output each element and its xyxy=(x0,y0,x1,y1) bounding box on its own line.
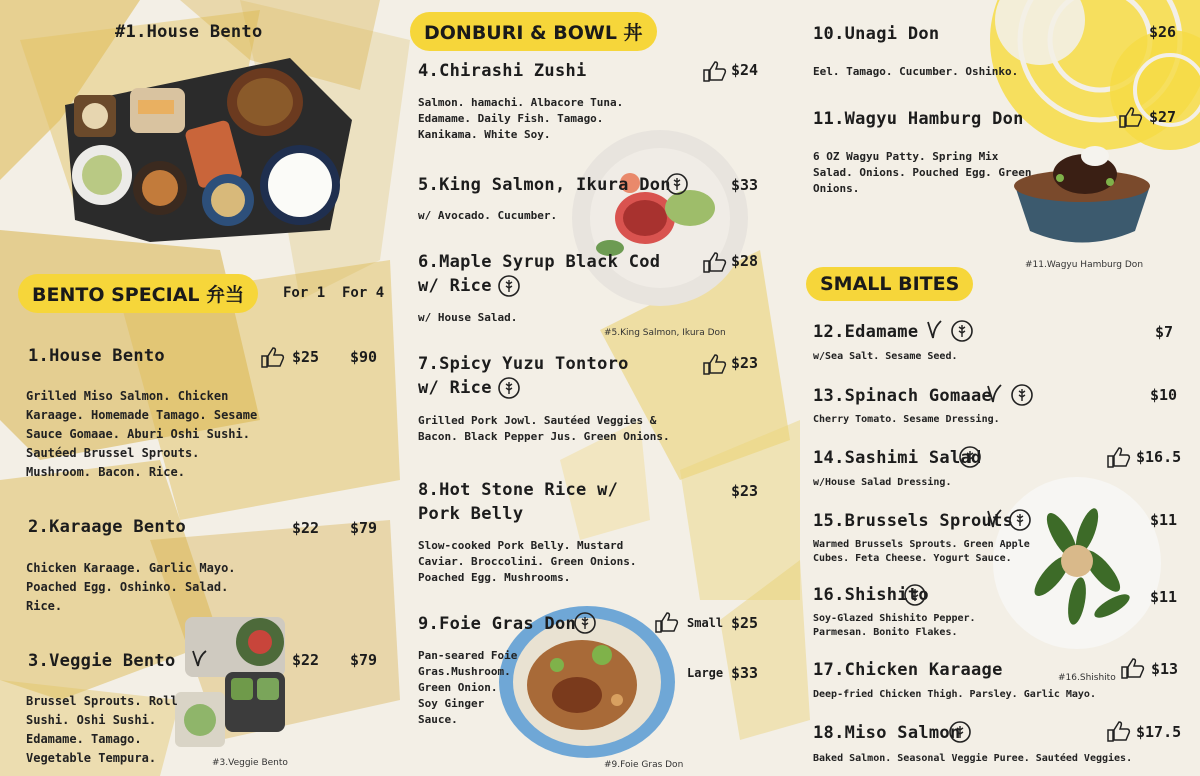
item-description: Cherry Tomato. Sesame Dressing. xyxy=(813,414,1000,425)
item-description: w/ House Salad. xyxy=(418,311,518,324)
item-description: Deep-fried Chicken Thigh. Parsley. Garlic Mayo. xyxy=(813,689,1096,700)
item-description: 6 OZ Wagyu Patty. Spring Mix Salad. Onions. Pouched Egg. Green Onions. xyxy=(813,150,1032,195)
donburi-section-title: DONBURI & BOWL 丼 xyxy=(410,12,657,51)
gluten-free-icon xyxy=(958,445,982,469)
gluten-free-icon xyxy=(948,720,972,744)
item-price-4: $79 xyxy=(350,519,378,537)
item-description: w/Sea Salt. Sesame Seed. xyxy=(813,351,958,362)
item-price: $26 xyxy=(1149,23,1177,41)
item-description: Chicken Karaage. Garlic Mayo. Poached Egg. Oshinko. Salad. Rice. xyxy=(26,561,236,613)
photo-caption: #11.Wagyu Hamburg Don xyxy=(1025,260,1144,270)
item-name: 7.Spicy Yuzu Tontoro xyxy=(418,354,629,374)
king-salmon-photo xyxy=(570,128,750,308)
thumbs-up-icon xyxy=(1106,446,1132,468)
thumbs-up-icon xyxy=(702,60,728,82)
item-price-1: $25 xyxy=(292,348,320,366)
item-description: w/House Salad Dressing. xyxy=(813,477,952,488)
item-name-line2: w/ Rice xyxy=(418,276,492,296)
item-description: Grilled Pork Jowl. Sautéed Veggies & Bacon. Black Pepper Jus. Green Onions. xyxy=(418,414,670,443)
item-price-1: $22 xyxy=(292,651,320,669)
wagyu-hamburg-photo xyxy=(1010,136,1155,254)
item-description: Soy-Glazed Shishito Pepper. Parmesan. Bonito Flakes. xyxy=(813,613,976,638)
item-price: $16.5 xyxy=(1136,448,1182,466)
item-name: 18.Miso Salmon xyxy=(813,723,961,743)
gluten-free-icon xyxy=(903,583,927,607)
item-description: Baked Salmon. Seasonal Veggie Puree. Sautéed Veggies. xyxy=(813,753,1133,764)
item-name: 12.Edamame xyxy=(813,322,919,342)
item-price: $23 xyxy=(731,482,759,500)
item-name: 5.King Salmon, Ikura Don xyxy=(418,175,671,195)
item-price: $17.5 xyxy=(1136,723,1182,741)
item-price: $23 xyxy=(731,354,759,372)
gluten-free-icon xyxy=(497,376,521,400)
item-price: $28 xyxy=(731,252,759,270)
for-4-label: For 4 xyxy=(342,285,385,301)
item-name: 15.Brussels Sprouts xyxy=(813,511,1014,531)
hero-title: #1.House Bento xyxy=(115,22,263,42)
gluten-free-icon xyxy=(573,611,597,635)
item-name: 13.Spinach Gomaae xyxy=(813,386,993,406)
gluten-free-icon xyxy=(1008,508,1032,532)
item-description: w/ Avocado. Cucumber. xyxy=(418,209,558,222)
vegetarian-leaf-icon xyxy=(925,319,943,341)
small-label: Small xyxy=(687,616,724,630)
item-name: 4.Chirashi Zushi xyxy=(418,61,587,81)
thumbs-up-icon xyxy=(1106,720,1132,742)
item-description: Eel. Tamago. Cucumber. Oshinko. xyxy=(813,65,1019,78)
item-price: $24 xyxy=(731,61,759,79)
item-price: $10 xyxy=(1150,386,1178,404)
gluten-free-icon xyxy=(950,319,974,343)
thumbs-up-icon xyxy=(654,611,680,633)
item-name: 1.House Bento xyxy=(28,346,165,366)
item-description: Salmon. hamachi. Albacore Tuna. Edamame. Daily Fish. Tamago. Kanikama. White Soy. xyxy=(418,96,624,141)
item-name: 2.Karaage Bento xyxy=(28,517,187,537)
vegetarian-leaf-icon xyxy=(190,649,208,669)
photo-caption: #9.Foie Gras Don xyxy=(604,760,684,770)
item-price: $33 xyxy=(731,176,759,194)
photo-caption: #16.Shishito xyxy=(1058,673,1116,683)
item-price-4: $79 xyxy=(350,651,378,669)
item-name: 17.Chicken Karaage xyxy=(813,660,1003,680)
item-name: 3.Veggie Bento xyxy=(28,651,176,671)
thumbs-up-icon xyxy=(260,346,286,368)
item-description: Grilled Miso Salmon. Chicken Karaage. Homemade Tamago. Sesame Sauce Gomaae. Aburi Oshi Sushi. Sautéed Brussel Sprouts. Mushroom. Bacon. Rice. xyxy=(26,389,258,479)
house-bento-photo xyxy=(60,50,360,245)
item-name: 6.Maple Syrup Black Cod xyxy=(418,252,661,272)
vegetarian-leaf-icon xyxy=(985,383,1003,405)
item-description: Pan-seared Foie Gras.Mushroom. Green Onion. Soy Ginger Sauce. xyxy=(418,649,518,726)
item-description: Brussel Sprouts. Roll Sushi. Oshi Sushi. Edamame. Tamago. Vegetable Tempura. xyxy=(26,694,178,765)
item-name: 9.Foie Gras Don xyxy=(418,614,577,634)
bento-section-title: BENTO SPECIAL 弁当 xyxy=(18,274,258,313)
item-name: 11.Wagyu Hamburg Don xyxy=(813,109,1024,129)
item-name: 8.Hot Stone Rice w/ xyxy=(418,480,619,500)
small-price: $25 xyxy=(731,614,759,632)
gluten-free-icon xyxy=(1010,383,1034,407)
vegetarian-leaf-icon xyxy=(985,508,1003,530)
item-name: 10.Unagi Don xyxy=(813,24,940,44)
item-price: $11 xyxy=(1150,511,1178,529)
item-price: $11 xyxy=(1150,588,1178,606)
small-bites-section-title: SMALL BITES xyxy=(806,267,973,301)
for-1-label: For 1 xyxy=(283,285,326,301)
item-price: $13 xyxy=(1151,660,1179,678)
gluten-free-icon xyxy=(497,274,521,298)
large-label: Large xyxy=(687,666,724,680)
thumbs-up-icon xyxy=(702,353,728,375)
photo-caption: #5.King Salmon, Ikura Don xyxy=(604,328,726,338)
item-name: 14.Sashimi Salad xyxy=(813,448,982,468)
item-name-line2: Pork Belly xyxy=(418,504,524,524)
thumbs-up-icon xyxy=(1120,657,1146,679)
thumbs-up-icon xyxy=(702,251,728,273)
photo-caption: #3.Veggie Bento xyxy=(212,758,288,768)
large-price: $33 xyxy=(731,664,759,682)
item-price-1: $22 xyxy=(292,519,320,537)
item-name-line2: w/ Rice xyxy=(418,378,492,398)
item-price: $27 xyxy=(1149,108,1177,126)
thumbs-up-icon xyxy=(1118,106,1144,128)
item-name: 16.Shishito xyxy=(813,585,929,605)
item-description: Slow-cooked Pork Belly. Mustard Caviar. Broccolini. Green Onions. Poached Egg. Mushrooms. xyxy=(418,539,637,584)
item-description: Warmed Brussels Sprouts. Green Apple Cubes. Feta Cheese. Yogurt Sauce. xyxy=(813,539,1030,564)
item-price: $7 xyxy=(1155,323,1174,341)
gluten-free-icon xyxy=(665,172,689,196)
item-price-4: $90 xyxy=(350,348,378,366)
